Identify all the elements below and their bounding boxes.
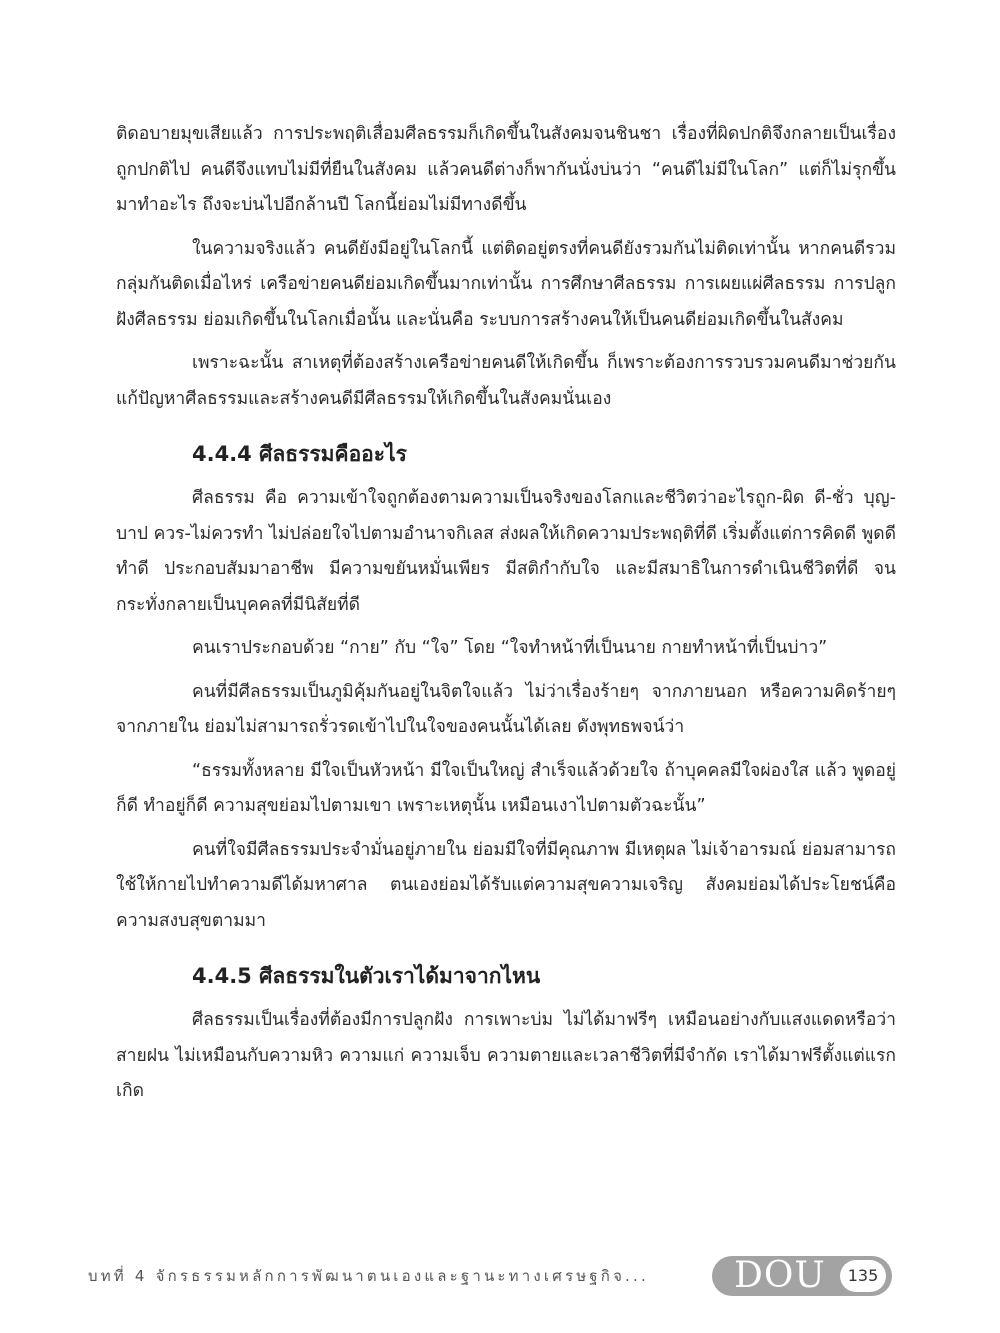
paragraph-4: ศีลธรรม คือ ความเข้าใจถูกต้องตามความเป็นจริงของโลกและชีวิตว่าอะไรถูก-ผิด ดี-ชั่ว บุญ-บาป ควร-ไม่ควรทำ ไม่ปล่อยใจไปตามอำนาจกิเลส ส่งผลให้เกิดความประพฤติที่ดี เริ่มตั้งแต่การคิดดี พูดดี ทำดี ประกอบสัมมาอาชีพ มีความขยันหมั่นเพียร มีสติกำกับใจ และมีสมาธิในการดำเนินชีวิตที่ดี จนกระทั่งกลายเป็นบุคคลที่มีนิสัยที่ดี — [116, 488, 896, 615]
paragraph-3: เพราะฉะนั้น สาเหตุที่ต้องสร้างเครือข่ายคนดีให้เกิดขึ้น ก็เพราะต้องการรวบรวมคนดีมาช่วยกันแก้ปัญหาศีลธรรมและสร้างคนดีมีศีลธรรมให้เกิดขึ้นในสังคมนั่นเอง — [116, 353, 896, 409]
chapter-running-title: บทที่ 4 จักรธรรมหลักการพัฒนาตนเองและฐานะทางเศรษฐกิจ... — [88, 1267, 649, 1285]
dou-logo: DOU — [734, 1255, 826, 1296]
paragraph-9: ศีลธรรมเป็นเรื่องที่ต้องมีการปลูกฝัง การเพาะบ่ม ไม่ได้มาฟรีๆ เหมือนอย่างกับแสงแดดหรือว่าสายฝน ไม่เหมือนกับความหิว ความแก่ ความเจ็บ ความตายและเวลาชีวิตที่มีจำกัด เราได้มาฟรีตั้งแต่แรกเกิด — [116, 1010, 896, 1101]
paragraph-5: คนเราประกอบด้วย “กาย” กับ “ใจ” โดย “ใจทำหน้าที่เป็นนาย กายทำหน้าที่เป็นบ่าว” — [192, 638, 828, 658]
paragraph-6: คนที่มีศีลธรรมเป็นภูมิคุ้มกันอยู่ในจิตใจแล้ว ไม่ว่าเรื่องร้ายๆ จากภายนอก หรือความคิดร้ายๆ จากภายใน ย่อมไม่สามารถรั่วรดเข้าไปในใจของคนนั้นได้เลย ดังพุทธพจน์ว่า — [116, 681, 896, 737]
page-body — [116, 117, 896, 1118]
section-heading-4-4-4: 4.4.4 ศีลธรรมคืออะไร — [192, 442, 407, 466]
section-heading-4-4-5: 4.4.5 ศีลธรรมในตัวเราได้มาจากไหน — [192, 964, 541, 988]
quote-paragraph: “ธรรมทั้งหลาย มีใจเป็นหัวหน้า มีใจเป็นใหญ่ สำเร็จแล้วด้วยใจ ถ้าบุคคลมีใจผ่องใส แล้ว พูดอยู่ก็ดี ทำอยู่ก็ดี ความสุขย่อมไปตามเขา เพราะเหตุนั้น เหมือนเงาไปตามตัวฉะนั้น” — [116, 760, 896, 816]
page-badge — [712, 1256, 892, 1296]
paragraph-8: คนที่ใจมีศีลธรรมประจำมั่นอยู่ภายใน ย่อมมีใจที่มีคุณภาพ มีเหตุผล ไม่เจ้าอารมณ์ ย่อมสามารถใช้ให้กายไปทำความดีได้มหาศาล ตนเองย่อมได้รับแต่ความสุขความเจริญ สังคมย่อมได้ประโยชน์คือความสงบสุขตามมา — [116, 839, 896, 931]
page-number: 135 — [840, 1260, 886, 1292]
paragraph-1: ติดอบายมุขเสียแล้ว การประพฤติเสื่อมศีลธรรมก็เกิดขึ้นในสังคมจนชินชา เรื่องที่ผิดปกติจึงกลายเป็นเรื่องถูกปกติไป คนดีจึงแทบไม่มีที่ยืนในสังคม แล้วคนดีต่างก็พากันนั่งบ่นว่า “คนดีไม่มีในโลก” แต่ก็ไม่รุกขึ้นมาทำอะไร ถึงจะบ่นไปอีกล้านปี โลกนี้ย่อมไม่มีทางดีขึ้น — [116, 124, 896, 215]
paragraph-2: ในความจริงแล้ว คนดียังมีอยู่ในโลกนี้ แต่ติดอยู่ตรงที่คนดียังรวมกันไม่ติดเท่านั้น หากคนดีรวมกลุ่มกันติดเมื่อไหร่ เครือข่ายคนดีย่อมเกิดขึ้นมากเท่านั้น การศึกษาศีลธรรม การเผยแผ่ศีลธรรม การปลูกฝังศีลธรรม ย่อมเกิดขึ้นในโลกเมื่อนั้น และนั่นคือ ระบบการสร้างคนให้เป็นคนดีย่อมเกิดขึ้นในสังคม — [116, 238, 896, 330]
page-footer — [88, 1256, 900, 1296]
